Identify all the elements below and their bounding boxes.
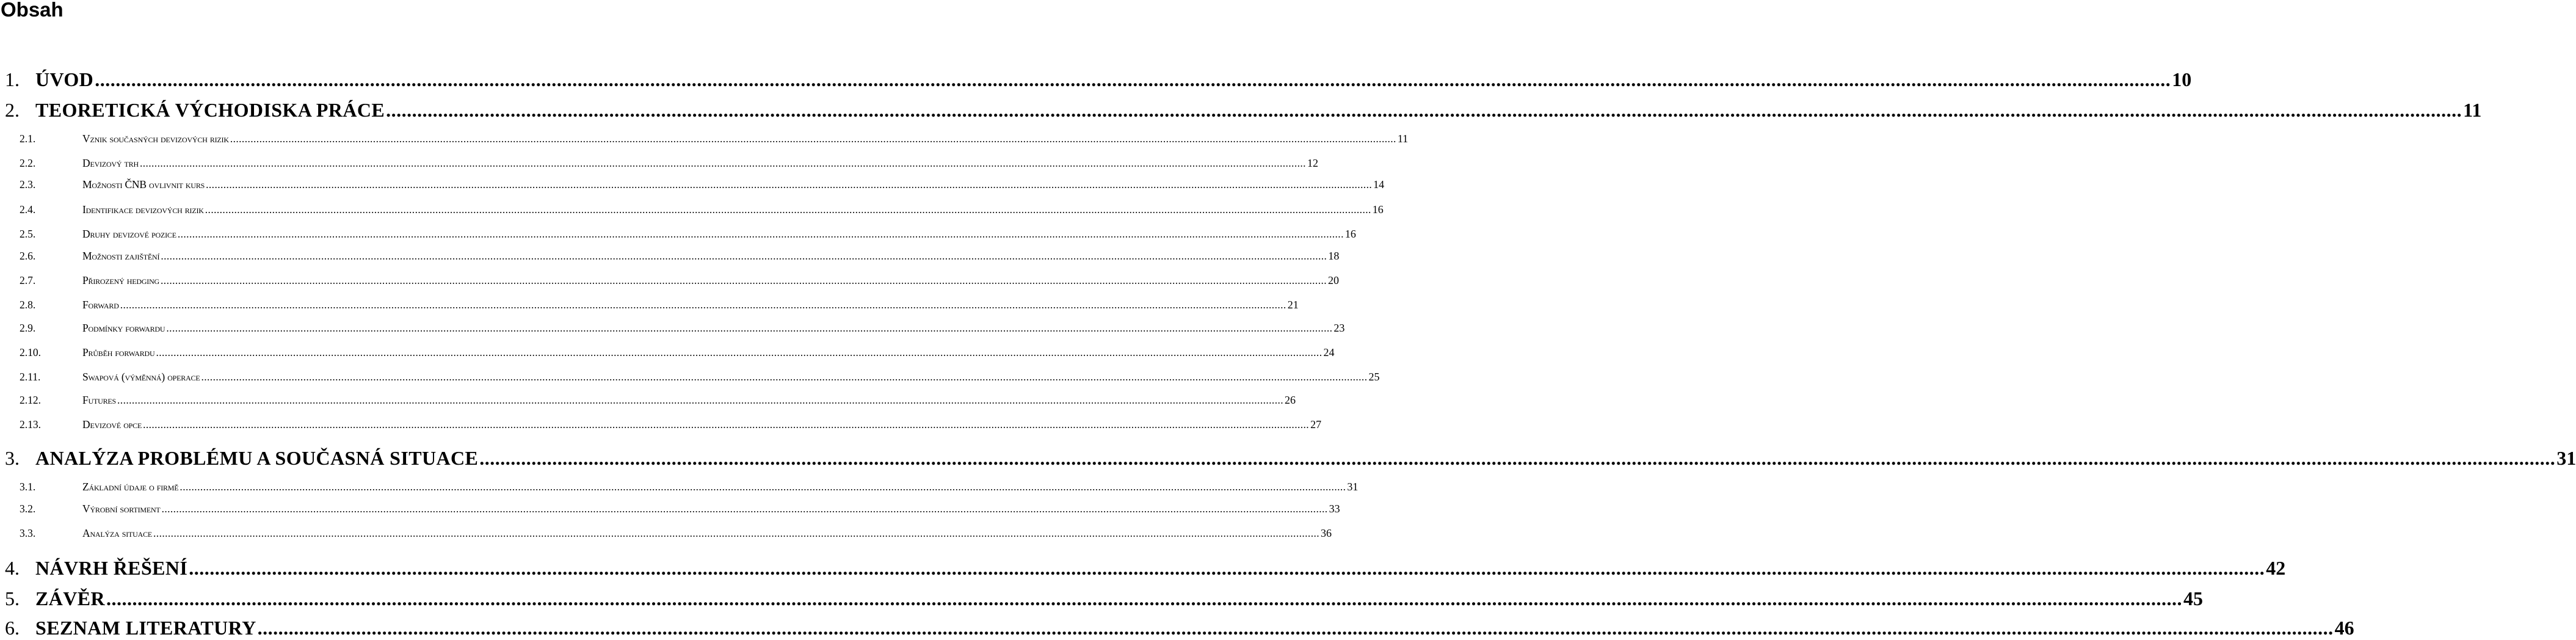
toc-page-number: 23 bbox=[1333, 322, 1345, 334]
toc-number: 2.7. bbox=[20, 274, 36, 286]
toc-title: Swapová (výměnná) operace bbox=[82, 371, 200, 383]
toc-number: 3. bbox=[5, 447, 20, 469]
toc-title: ZÁVĚR bbox=[35, 587, 106, 609]
toc-section[interactable] bbox=[5, 274, 1340, 287]
dot-leader: ................................................................................................................................................................................................................................................................................................................................................................................................................ bbox=[117, 394, 1284, 406]
toc-number: 2.12. bbox=[20, 394, 41, 406]
page-title: Obsah bbox=[1, 0, 63, 21]
toc-number: 4. bbox=[5, 557, 20, 579]
toc-page-number: 24 bbox=[1323, 346, 1335, 358]
toc-section[interactable] bbox=[5, 418, 1322, 431]
toc-section[interactable] bbox=[5, 370, 1380, 384]
toc-section[interactable] bbox=[5, 502, 1340, 515]
toc-title: Identifikace devizových rizik bbox=[82, 203, 204, 216]
toc-title: Základní údaje o firmě bbox=[82, 481, 179, 493]
toc-title: Analýza situace bbox=[82, 527, 153, 539]
toc-number: 2.1. bbox=[20, 133, 36, 145]
toc-title: Druhy devizové pozice bbox=[82, 228, 176, 240]
dot-leader: ................................................................................................................................................................................................................................................................................................................................................................................................................ bbox=[106, 587, 2183, 609]
toc-number: 2.13. bbox=[20, 418, 41, 431]
dot-leader: ................................................................................................................................................................................................................................................................................................................................................................................................................ bbox=[201, 371, 1368, 383]
toc-number: 2.8. bbox=[20, 299, 36, 311]
toc-title: Devizový trh bbox=[82, 157, 139, 169]
toc-page-number: 25 bbox=[1368, 371, 1380, 383]
toc-title: Devizové opce bbox=[82, 418, 142, 431]
toc-section[interactable] bbox=[5, 346, 1335, 359]
toc-section[interactable] bbox=[5, 393, 1296, 407]
toc-number: 5. bbox=[5, 587, 20, 609]
toc-chapter[interactable] bbox=[5, 446, 2576, 470]
toc-number: 2.2. bbox=[20, 157, 36, 169]
toc-title: Futures bbox=[82, 394, 117, 406]
toc-section[interactable] bbox=[5, 480, 1359, 493]
toc-page-number: 20 bbox=[1328, 274, 1340, 286]
toc-title: Forward bbox=[82, 299, 119, 311]
toc-section[interactable] bbox=[5, 178, 1385, 191]
toc-title: Vznik současných devizových rizik bbox=[82, 133, 229, 145]
toc-title: ANALÝZA PROBLÉMU A SOUČASNÁ SITUACE bbox=[35, 447, 479, 469]
toc-number: 2.5. bbox=[20, 228, 36, 240]
dot-leader: ................................................................................................................................................................................................................................................................................................................................................................................................................ bbox=[189, 557, 2265, 579]
dot-leader: ................................................................................................................................................................................................................................................................................................................................................................................................................ bbox=[139, 157, 1306, 169]
toc-title: TEORETICKÁ VÝCHODISKA PRÁCE bbox=[35, 99, 385, 121]
toc-page-number: 18 bbox=[1328, 250, 1340, 262]
dot-leader: ................................................................................................................................................................................................................................................................................................................................................................................................................ bbox=[180, 481, 1346, 493]
dot-leader: ................................................................................................................................................................................................................................................................................................................................................................................................................ bbox=[206, 178, 1373, 191]
dot-leader: ................................................................................................................................................................................................................................................................................................................................................................................................................ bbox=[386, 99, 2462, 121]
dot-leader: ................................................................................................................................................................................................................................................................................................................................................................................................................ bbox=[161, 503, 1328, 515]
dot-leader: ................................................................................................................................................................................................................................................................................................................................................................................................................ bbox=[205, 203, 1371, 216]
dot-leader: ................................................................................................................................................................................................................................................................................................................................................................................................................ bbox=[143, 418, 1310, 431]
toc-page-number: 10 bbox=[2172, 68, 2192, 90]
toc-page-number: 31 bbox=[1347, 481, 1359, 493]
toc-page-number: 45 bbox=[2183, 587, 2204, 609]
toc-title: Možnosti zajištění bbox=[82, 250, 160, 262]
toc-section[interactable] bbox=[5, 249, 1340, 263]
toc-page-number: 16 bbox=[1344, 228, 1356, 240]
toc-chapter[interactable] bbox=[5, 98, 2482, 122]
dot-leader: ................................................................................................................................................................................................................................................................................................................................................................................................................ bbox=[156, 346, 1322, 358]
toc-page-number: 36 bbox=[1321, 527, 1332, 539]
dot-leader: ................................................................................................................................................................................................................................................................................................................................................................................................................ bbox=[161, 274, 1327, 286]
dot-leader: ................................................................................................................................................................................................................................................................................................................................................................................................................ bbox=[166, 322, 1333, 334]
toc-number: 3.1. bbox=[20, 481, 36, 493]
toc-page-number: 21 bbox=[1287, 299, 1299, 311]
toc-title: Podmínky forwardu bbox=[82, 322, 165, 334]
dot-leader: ................................................................................................................................................................................................................................................................................................................................................................................................................ bbox=[230, 133, 1396, 145]
toc-page-number: 16 bbox=[1372, 203, 1384, 216]
toc-number: 2.3. bbox=[20, 178, 36, 191]
dot-leader: ................................................................................................................................................................................................................................................................................................................................................................................................................ bbox=[153, 527, 1320, 539]
toc-page-number: 27 bbox=[1310, 418, 1322, 431]
toc-page-number: 26 bbox=[1285, 394, 1296, 406]
toc-number: 2. bbox=[5, 99, 20, 121]
toc-title: SEZNAM LITERATURY bbox=[35, 617, 256, 639]
toc-number: 1. bbox=[5, 68, 20, 90]
toc-page-number: 31 bbox=[2556, 447, 2576, 469]
dot-leader: ................................................................................................................................................................................................................................................................................................................................................................................................................ bbox=[161, 250, 1327, 262]
toc-title: Výrobní sortiment bbox=[82, 503, 161, 515]
toc-page-number: 33 bbox=[1329, 503, 1340, 515]
toc-number: 2.6. bbox=[20, 250, 36, 262]
toc-number: 2.4. bbox=[20, 203, 36, 216]
toc-section[interactable] bbox=[5, 321, 1345, 335]
toc-number: 2.9. bbox=[20, 322, 36, 334]
dot-leader: ................................................................................................................................................................................................................................................................................................................................................................................................................ bbox=[257, 617, 2334, 639]
toc-section[interactable] bbox=[5, 298, 1299, 311]
toc-chapter[interactable] bbox=[5, 556, 2286, 580]
toc-section[interactable] bbox=[5, 156, 1318, 170]
dot-leader: ................................................................................................................................................................................................................................................................................................................................................................................................................ bbox=[95, 68, 2171, 90]
toc-title: NÁVRH ŘEŠENÍ bbox=[35, 557, 188, 579]
toc-page-number: 11 bbox=[1397, 133, 1409, 145]
toc-number: 6. bbox=[5, 617, 20, 639]
toc-section[interactable] bbox=[5, 132, 1409, 145]
toc-page-number: 11 bbox=[2463, 99, 2482, 121]
toc-chapter[interactable] bbox=[5, 67, 2192, 92]
toc-chapter[interactable] bbox=[5, 616, 2354, 640]
toc-page-number: 14 bbox=[1373, 178, 1385, 191]
toc-section[interactable] bbox=[5, 227, 1356, 241]
toc-number: 2.10. bbox=[20, 346, 41, 358]
toc-page-number: 12 bbox=[1307, 157, 1318, 169]
toc-section[interactable] bbox=[5, 526, 1332, 540]
toc-title: Průběh forwardu bbox=[82, 346, 155, 358]
toc-number: 3.2. bbox=[20, 503, 36, 515]
toc-page-number: 46 bbox=[2334, 617, 2354, 639]
toc-title: Přirozený hedging bbox=[82, 274, 160, 286]
toc-chapter[interactable] bbox=[5, 586, 2204, 611]
dot-leader: ................................................................................................................................................................................................................................................................................................................................................................................................................ bbox=[479, 447, 2556, 469]
toc-title: Možnosti ČNB ovlivnit kurs bbox=[82, 178, 205, 191]
dot-leader: ................................................................................................................................................................................................................................................................................................................................................................................................................ bbox=[120, 299, 1286, 311]
toc-number: 3.3. bbox=[20, 527, 36, 539]
toc-title: ÚVOD bbox=[35, 68, 94, 90]
toc-number: 2.11. bbox=[20, 371, 41, 383]
toc-page-number: 42 bbox=[2266, 557, 2286, 579]
toc-section[interactable] bbox=[5, 203, 1384, 216]
dot-leader: ................................................................................................................................................................................................................................................................................................................................................................................................................ bbox=[177, 228, 1344, 240]
